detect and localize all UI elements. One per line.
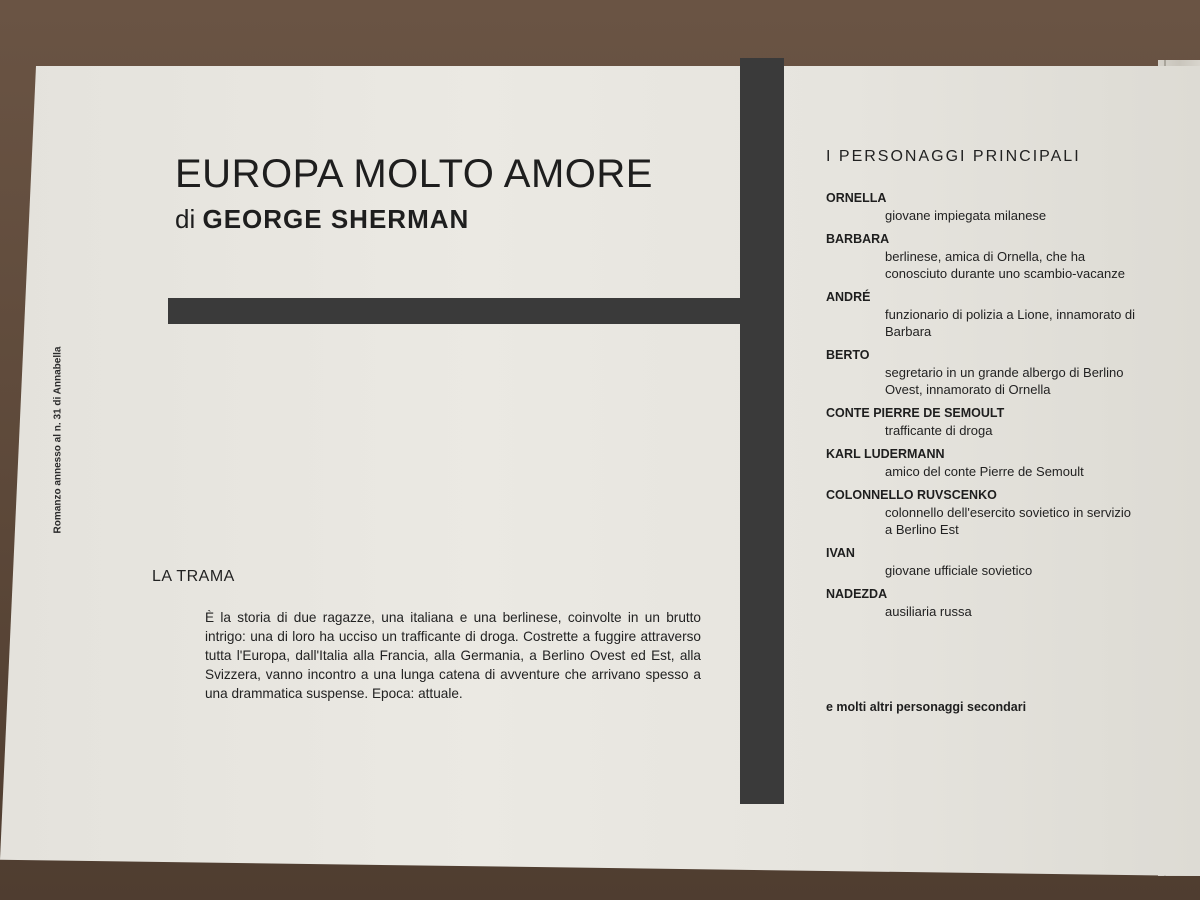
character-description: trafficante di droga [885,423,993,438]
character-name: IVAN [826,546,855,560]
character-entry [826,545,1138,579]
vertical-bar [740,58,784,804]
plot-heading: LA TRAMA [152,568,235,585]
character-entry [826,231,1138,282]
book-title: EUROPA MOLTO AMORE [175,152,653,196]
character-description: berlinese, amica di Ornella, che ha conosciuto durante uno scambio-vacanze [885,249,1125,281]
character-name: CONTE PIERRE DE SEMOULT [826,406,1005,420]
byline [175,204,469,235]
horizontal-bar [168,298,743,324]
character-entry [826,190,1138,224]
character-entry [826,405,1138,439]
character-name: NADEZDA [826,587,888,601]
character-name: BERTO [826,348,870,362]
character-entry [826,586,1138,620]
character-name: ANDRÉ [826,290,871,304]
byline-prefix: di [175,204,196,234]
character-entry [826,347,1138,398]
spine-note: Romanzo annesso al n. 31 di Annabella [52,346,64,534]
character-name: COLONNELLO RUVSCENKO [826,488,997,502]
character-name: ORNELLA [826,191,887,205]
character-entry [826,446,1138,480]
character-description: giovane ufficiale sovietico [885,563,1033,578]
cast-heading: I PERSONAGGI PRINCIPALI [826,148,1081,165]
character-description: colonnello dell'esercito sovietico in servizio a Berlino Est [885,505,1131,537]
plot-text: È la storia di due ragazze, una italiana e una berlinese, coinvolte in un brutto intrigo: una di loro ha ucciso un trafficante di droga. Costrette a fuggire attraverso tutta l'Europa, dall'Italia alla Francia, alla Germania, a Berlino Ovest ed Est, alla Svizzera, vanno incontro a una lunga catena di avventure che arrivano spesso a una drammatica suspense. Epoca: attuale. [205,610,701,701]
character-description: ausiliaria russa [885,604,972,619]
character-description: giovane impiegata milanese [885,208,1047,223]
character-entry [826,289,1138,340]
character-name: BARBARA [826,232,890,246]
character-name: KARL LUDERMANN [826,447,945,461]
cast-list [826,190,1138,627]
character-entry [826,487,1138,538]
character-description: amico del conte Pierre de Semoult [885,464,1084,479]
character-description: segretario in un grande albergo di Berlino Ovest, innamorato di Ornella [885,365,1124,397]
author-name: GEORGE SHERMAN [202,204,470,234]
character-description: funzionario di polizia a Lione, innamorato di Barbara [885,307,1136,339]
cast-footer: e molti altri personaggi secondari [826,700,1027,714]
